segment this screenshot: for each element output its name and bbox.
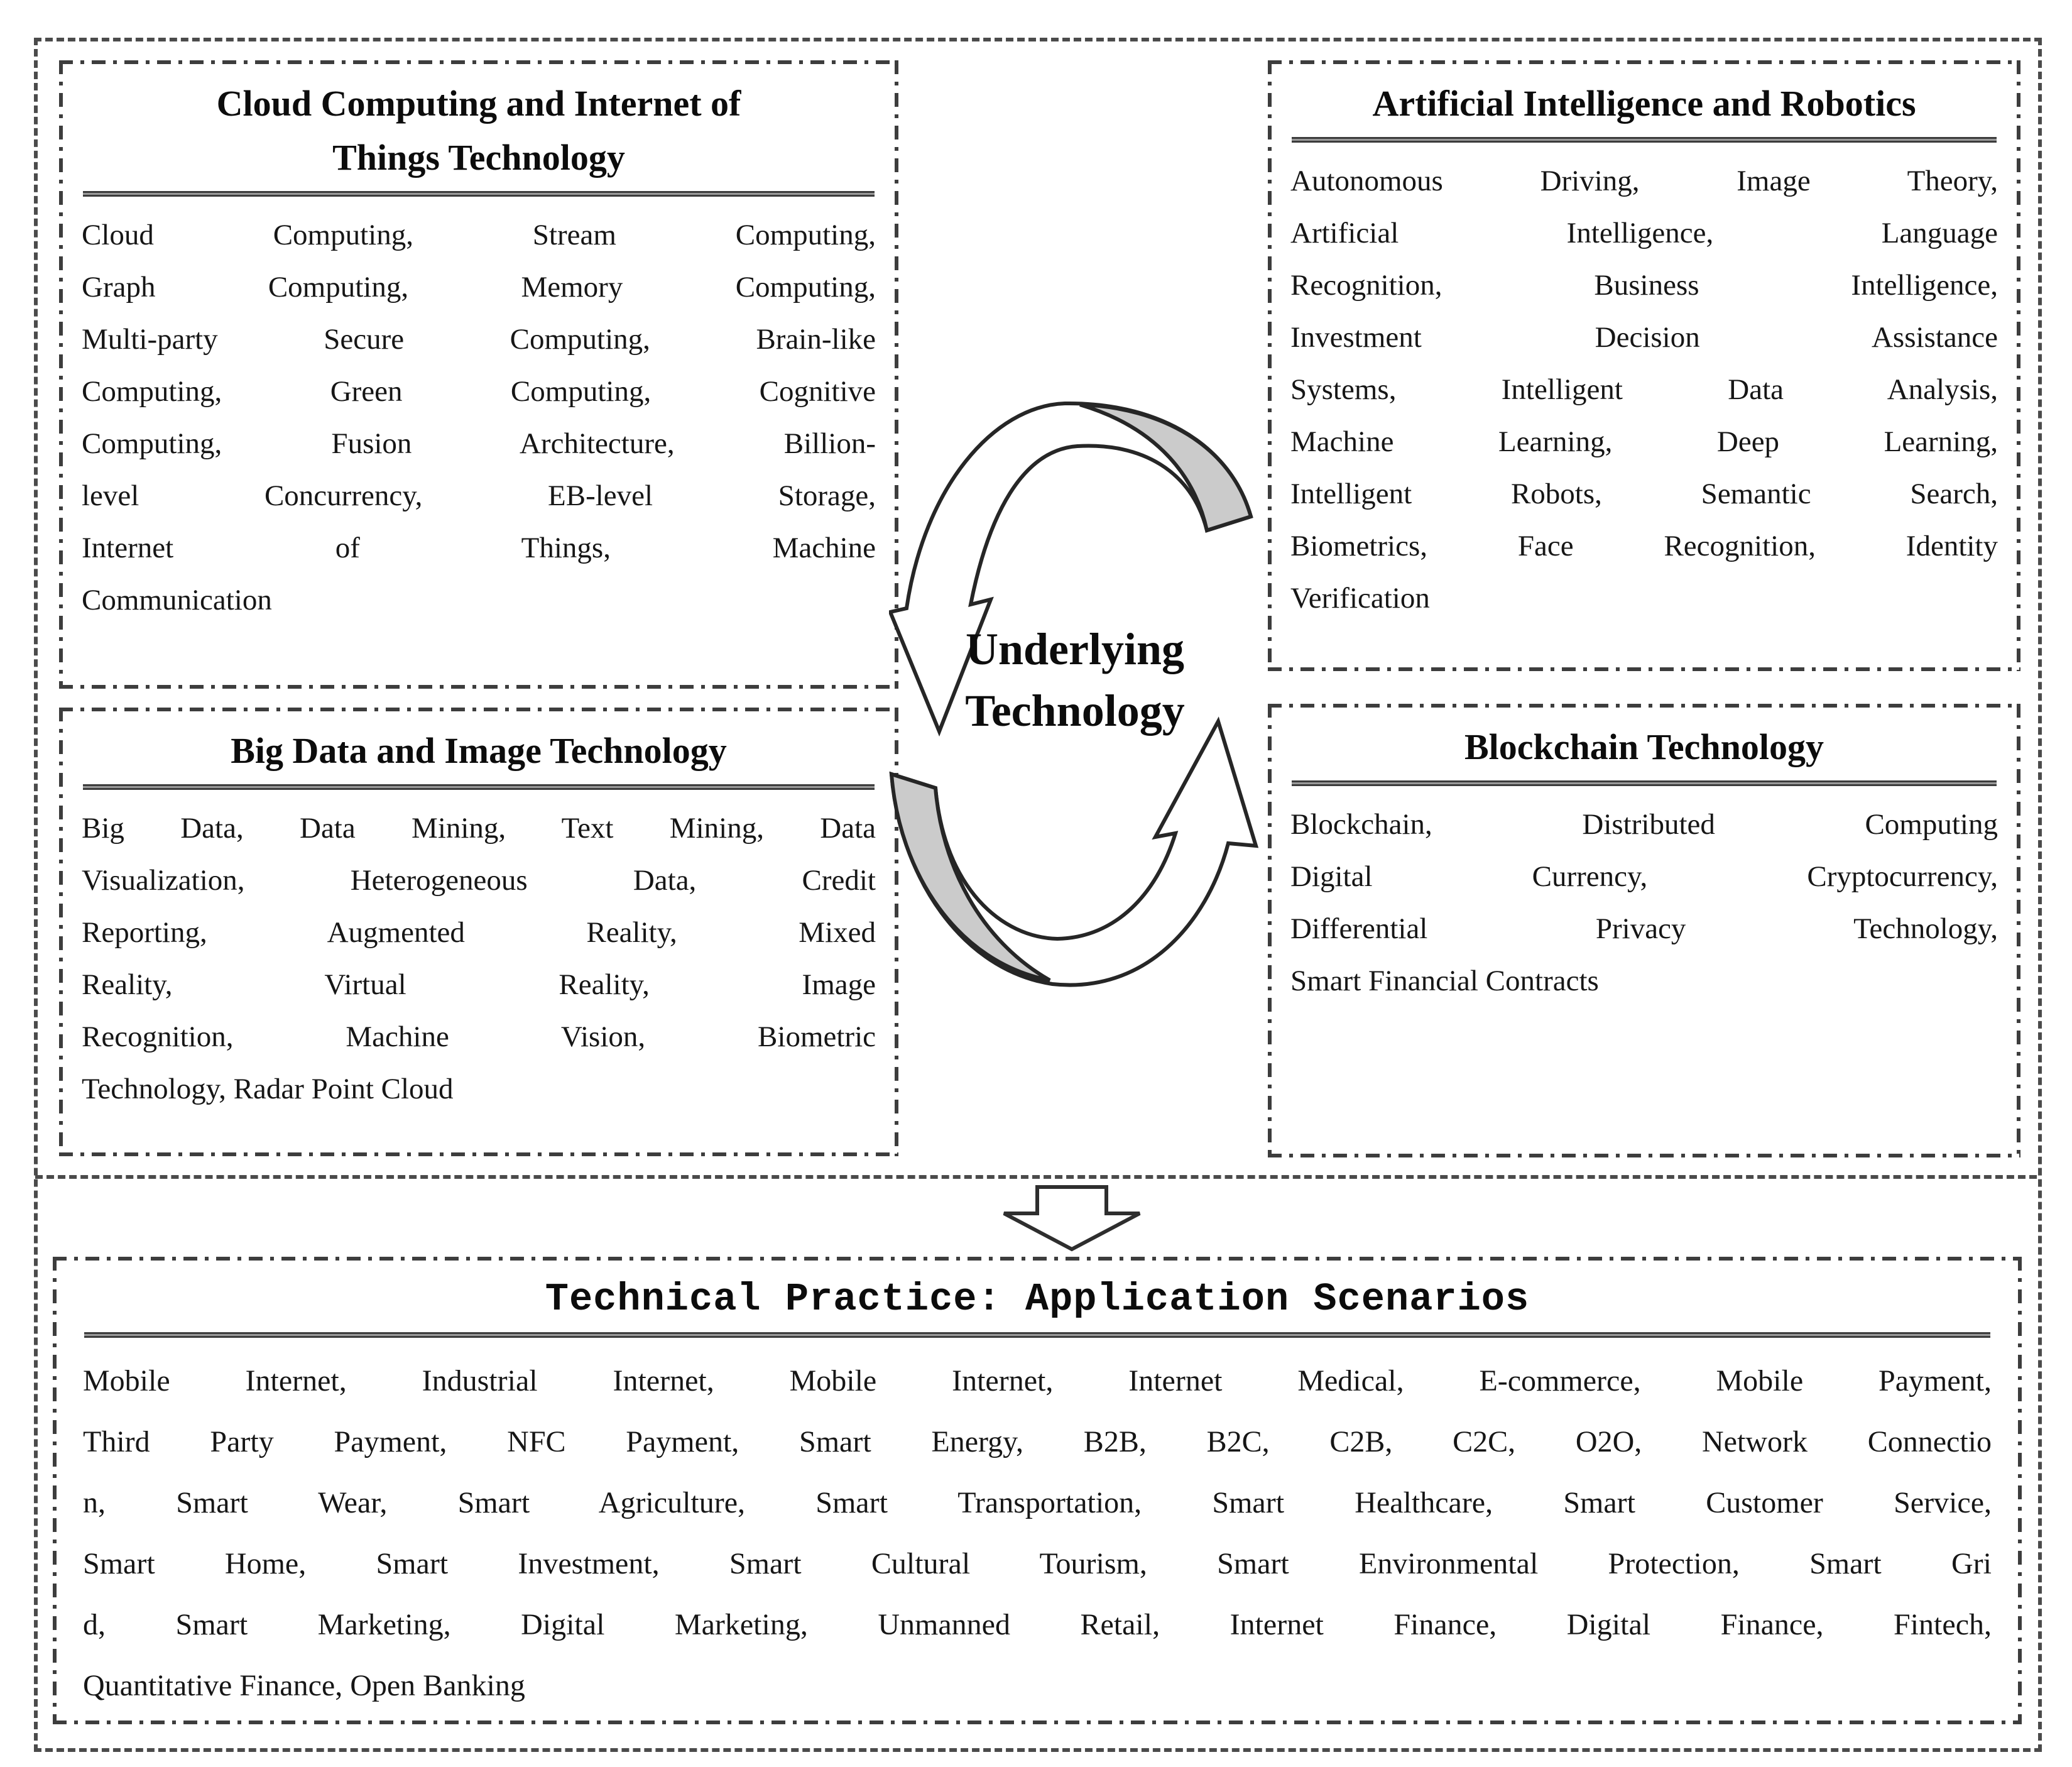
down-arrow-icon — [1001, 1184, 1142, 1253]
box-cloud-iot-body — [82, 209, 876, 626]
body-line: Biometrics, Face Recognition, Identity — [1290, 530, 1998, 562]
body-line: Differential Privacy Technology, — [1290, 912, 1998, 945]
body-line: Big Data, Data Mining, Text Mining, Data — [82, 812, 876, 845]
title-line: Technical Practice: Application Scenarios — [545, 1277, 1530, 1321]
title-underline — [83, 191, 875, 197]
box-blockchain — [1268, 704, 2020, 1157]
box-blockchain-title — [1290, 720, 1998, 774]
body-line: Technology, Radar Point Cloud — [82, 1073, 454, 1105]
title-underline — [1292, 780, 1997, 786]
title-line: Cloud Computing and Internet of — [216, 83, 741, 124]
box-cloud-iot — [59, 60, 898, 689]
body-line: Investment Decision Assistance — [1290, 321, 1998, 354]
body-line: Quantitative Finance, Open Banking — [83, 1669, 525, 1702]
section-divider — [35, 1175, 2037, 1179]
box-bigdata-image-body — [82, 802, 876, 1115]
title-line: Things Technology — [332, 137, 625, 178]
title-line: Big Data and Image Technology — [231, 730, 727, 771]
body-line: Machine Learning, Deep Learning, — [1290, 425, 1998, 458]
box-bigdata-image — [59, 708, 898, 1156]
body-line: Blockchain, Distributed Computing — [1290, 808, 1998, 841]
title-underline — [1292, 137, 1997, 143]
body-line: n, Smart Wear, Smart Agriculture, Smart Transportation, Smart Healthcare, Smart Customer Service, — [83, 1486, 1992, 1519]
body-line: Reality, Virtual Reality, Image — [82, 968, 876, 1001]
body-line: Autonomous Driving, Image Theory, — [1290, 165, 1998, 197]
body-line: Artificial Intelligence, Language — [1290, 217, 1998, 249]
underlying-technology-label — [889, 618, 1261, 741]
body-line: Graph Computing, Memory Computing, — [82, 271, 876, 304]
body-line: Systems, Intelligent Data Analysis, — [1290, 373, 1998, 406]
body-line: Recognition, Business Intelligence, — [1290, 269, 1998, 302]
title-line: Artificial Intelligence and Robotics — [1372, 83, 1916, 124]
box-application-scenarios-body — [83, 1350, 1992, 1716]
body-line: Computing, Green Computing, Cognitive — [82, 375, 876, 408]
body-line: Recognition, Machine Vision, Biometric — [82, 1020, 876, 1053]
box-ai-robotics-title — [1290, 77, 1998, 131]
body-line: Mobile Internet, Industrial Internet, Mobile Internet, Internet Medical, E-commerce, Mobile Payment, — [83, 1364, 1992, 1398]
box-ai-robotics-body — [1290, 155, 1998, 625]
body-line: Digital Currency, Cryptocurrency, — [1290, 860, 1998, 893]
label-line: Technology — [965, 686, 1185, 736]
body-line: d, Smart Marketing, Digital Marketing, Unmanned Retail, Internet Finance, Digital Finance, Fintech, — [83, 1608, 1992, 1641]
body-line: Communication — [82, 584, 272, 616]
box-application-scenarios-title — [83, 1273, 1992, 1326]
body-line: Computing, Fusion Architecture, Billion- — [82, 427, 876, 460]
body-line: Reporting, Augmented Reality, Mixed — [82, 916, 876, 949]
body-line: Internet of Things, Machine — [82, 532, 876, 564]
box-application-scenarios — [53, 1257, 2022, 1724]
body-line: Intelligent Robots, Semantic Search, — [1290, 478, 1998, 510]
title-underline — [84, 1332, 1990, 1338]
body-line: Cloud Computing, Stream Computing, — [82, 219, 876, 251]
title-underline — [83, 784, 875, 790]
body-line: Verification — [1290, 582, 1430, 615]
title-line: Blockchain Technology — [1464, 726, 1824, 767]
body-line: Smart Home, Smart Investment, Smart Cultural Tourism, Smart Environmental Protection, Smart Gri — [83, 1547, 1992, 1580]
body-line: level Concurrency, EB-level Storage, — [82, 479, 876, 512]
box-ai-robotics — [1268, 60, 2020, 671]
label-line: Underlying — [965, 624, 1185, 674]
body-line: Visualization, Heterogeneous Data, Credit — [82, 864, 876, 897]
body-line: Smart Financial Contracts — [1290, 965, 1599, 997]
box-bigdata-image-title — [82, 724, 876, 778]
underlying-technology-group — [889, 397, 1261, 1002]
box-blockchain-body — [1290, 799, 1998, 1007]
body-line: Third Party Payment, NFC Payment, Smart Energy, B2B, B2C, C2B, C2C, O2O, Network Connectio — [83, 1425, 1992, 1458]
body-line: Multi-party Secure Computing, Brain-like — [82, 323, 876, 356]
box-cloud-iot-title — [82, 77, 876, 185]
